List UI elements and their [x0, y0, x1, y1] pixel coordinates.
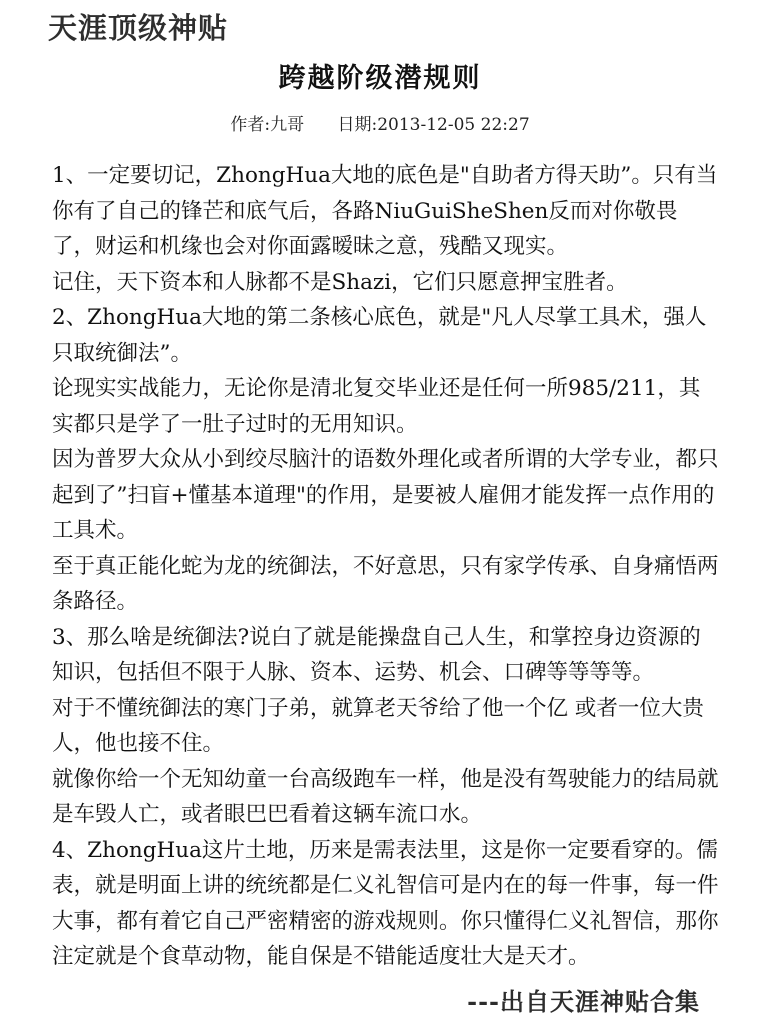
paragraph: 1、一定要切记，ZhongHua大地的底色是"自助者方得天助”。只有当你有了自己的锋芒和底气后，各路NiuGuiSheShen反而对你敬畏了，财运和机缘也会对你面露暧昧之意，残酷又现实。 [52, 163, 718, 259]
paragraph: 对于不懂统御法的寒门子弟，就算老天爷给了他一个亿 或者一位大贵人，他也接不住。 [52, 695, 704, 756]
article-meta [0, 110, 760, 135]
paragraph: 至于真正能化蛇为龙的统御法，不好意思，只有家学传承、自身痛悟两条路径。 [52, 553, 719, 614]
paragraph: 2、ZhongHua大地的第二条核心底色，就是"凡人尽掌工具术，强人只取统御法”。 [52, 305, 707, 366]
header-tag: 天涯顶级神贴 [48, 11, 229, 45]
author-label: 作者:九哥 [230, 115, 305, 135]
paragraph: 3、那么啥是统御法?说白了就是能操盘自己人生，和掌控身边资源的知识，包括但不限于人脉、资本、运势、机会、口碑等等等等。 [52, 624, 701, 685]
paragraph: 记住，天下资本和人脉都不是Shazi，它们只愿意押宝胜者。 [52, 269, 628, 295]
article-body [52, 158, 720, 975]
paragraph: 4、ZhongHua这片土地，历来是需表法里，这是你一定要看穿的。儒表，就是明面上讲的统统都是仁义礼智信可是内在的每一件事，每一件大事，都有着它自己严密精密的游戏规则。你只懂得仁义礼智信，那你注定就是个食草动物，能自保是不错能适度壮大是天才。 [52, 837, 719, 969]
article-title: 跨越阶级潜规则 [278, 63, 482, 94]
paragraph: 因为普罗大众从小到绞尽脑汁的语数外理化或者所谓的大学专业，都只起到了”扫盲+懂基本道理"的作用，是要被人雇佣才能发挥一点作用的工具术。 [52, 447, 719, 543]
paragraph: 就像你给一个无知幼童一台高级跑车一样，他是没有驾驶能力的结局就是车毁人亡，或者眼巴巴看着这辆车流口水。 [52, 766, 719, 827]
paragraph: 论现实实战能力，无论你是清北复交毕业还是任何一所985/211，其实都只是学了一肚子过时的无用知识。 [52, 376, 701, 437]
footer-source: ---出自天涯神贴合集 [467, 987, 700, 1016]
date-label: 日期:2013-12-05 22:27 [337, 115, 530, 135]
